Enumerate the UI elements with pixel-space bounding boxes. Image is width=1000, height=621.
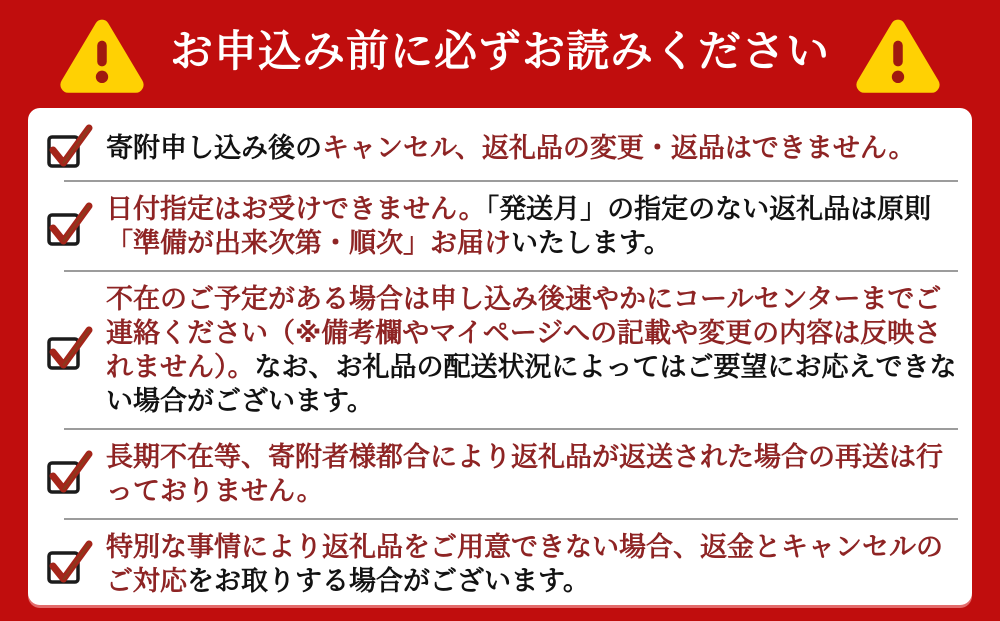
notice-text — [106, 192, 958, 260]
notice-item — [42, 116, 958, 180]
notice-text-segment: 長期不在等、寄附者様都合により返礼品が返送された場合の再送は行っておりません。 — [106, 442, 943, 506]
notice-text-segment: 「準備が出来次第・順次」お届け — [106, 228, 511, 258]
checked-checkbox-icon — [42, 126, 90, 170]
notice-item — [42, 430, 958, 518]
notice-text — [106, 530, 958, 598]
notice-text-segment: キャンセル、返礼品の変更・返品はできません。 — [322, 133, 916, 163]
notice-text-segment: をお取りする場合がございます。 — [187, 566, 590, 596]
notice-item — [42, 272, 958, 428]
page-title: お申込み前に必ずお読みください — [170, 27, 830, 76]
notice-text-segment: 日付指定はお受けできません。 — [106, 194, 486, 224]
checked-checkbox-icon — [42, 328, 90, 372]
notice-text-segment: 不在のご予定がある場合は申し込み後速やかにコールセンターまでご連絡ください（※備考欄やマイページへの記載や変更の内容は反映されません）。 — [106, 284, 942, 382]
warning-triangle-icon-left — [54, 15, 150, 93]
notice-item — [42, 182, 958, 270]
warning-triangle-icon-right — [850, 15, 946, 93]
checked-checkbox-icon — [42, 204, 90, 248]
notice-text-segment: いたします。 — [511, 228, 671, 258]
notice-text-segment: なお、お礼品の配送状況によってはご要望にお応えできない場合がございます。 — [106, 352, 957, 416]
notice-text — [106, 282, 958, 418]
notice-text-segment: 寄附申し込み後の — [106, 133, 322, 163]
notice-item — [42, 520, 958, 605]
notices-panel — [28, 108, 972, 605]
checked-checkbox-icon — [42, 542, 90, 586]
notice-text-segment: 特別な事情により返礼品をご用意できない場合、返金とキャンセルのご対応 — [106, 532, 943, 596]
checked-checkbox-icon — [42, 452, 90, 496]
header — [0, 0, 1000, 108]
notice-text — [106, 440, 958, 508]
notice-text-segment: 「発送月」の指定のない返礼品は原則 — [485, 194, 932, 224]
notice-text — [106, 131, 958, 165]
